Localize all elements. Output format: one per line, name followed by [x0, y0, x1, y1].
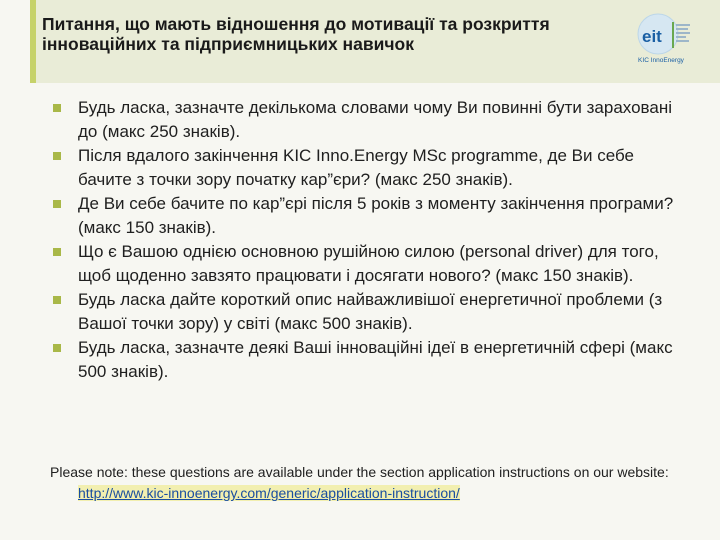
- application-note: [50, 462, 718, 504]
- question-text: Де Ви себе бачите по кар”єрі після 5 років з моменту закінчення програми? (макс 150 знаків).: [78, 194, 674, 237]
- square-bullet-icon: [53, 152, 61, 160]
- square-bullet-icon: [53, 344, 61, 352]
- question-text: Що є Вашою однією основною рушійною силою (personal driver) для того, щоб щоденно завзято працювати і досягати нового? (макс 150 знаків).: [78, 242, 659, 285]
- header-accent-bar: [30, 0, 36, 83]
- application-instructions-link[interactable]: http://www.kic-innoenergy.com/generic/application-instruction/: [78, 485, 460, 501]
- square-bullet-icon: [53, 248, 61, 256]
- slide-title: Питання, що мають відношення до мотивації та розкриття інноваційних та підприємницьких навичок: [42, 14, 550, 54]
- list-item: [50, 288, 690, 336]
- list-item: [50, 96, 690, 144]
- eit-logo-icon: [628, 12, 694, 58]
- list-item: [50, 192, 690, 240]
- question-text: Будь ласка, зазначте деякі Ваші інноваційні ідеї в енергетичній сфері (макс 500 знаків).: [78, 338, 673, 381]
- question-text: Після вдалого закінчення KIC Inno.Energy MSc programme, де Ви себе бачите з точки зору початку кар”єри? (макс 250 знаків).: [78, 146, 634, 189]
- logo-sub-text: KIC InnoEnergy: [638, 57, 684, 64]
- question-list: [50, 96, 690, 384]
- eit-logo: [628, 12, 694, 68]
- square-bullet-icon: [53, 296, 61, 304]
- list-item: [50, 240, 690, 288]
- slide-header: [30, 0, 720, 83]
- note-text: Please note: these questions are available under the section application instructions on our website:: [50, 464, 669, 480]
- list-item: [50, 336, 690, 384]
- logo-main-text: eit: [642, 27, 662, 46]
- square-bullet-icon: [53, 200, 61, 208]
- question-text: Будь ласка дайте короткий опис найважливішої енергетичної проблеми (з Вашої точки зору) у світі (макс 500 знаків).: [78, 290, 663, 333]
- list-item: [50, 144, 690, 192]
- square-bullet-icon: [53, 104, 61, 112]
- question-text: Будь ласка, зазначте декількома словами чому Ви повинні бути зараховані до (макс 250 знаків).: [78, 98, 673, 141]
